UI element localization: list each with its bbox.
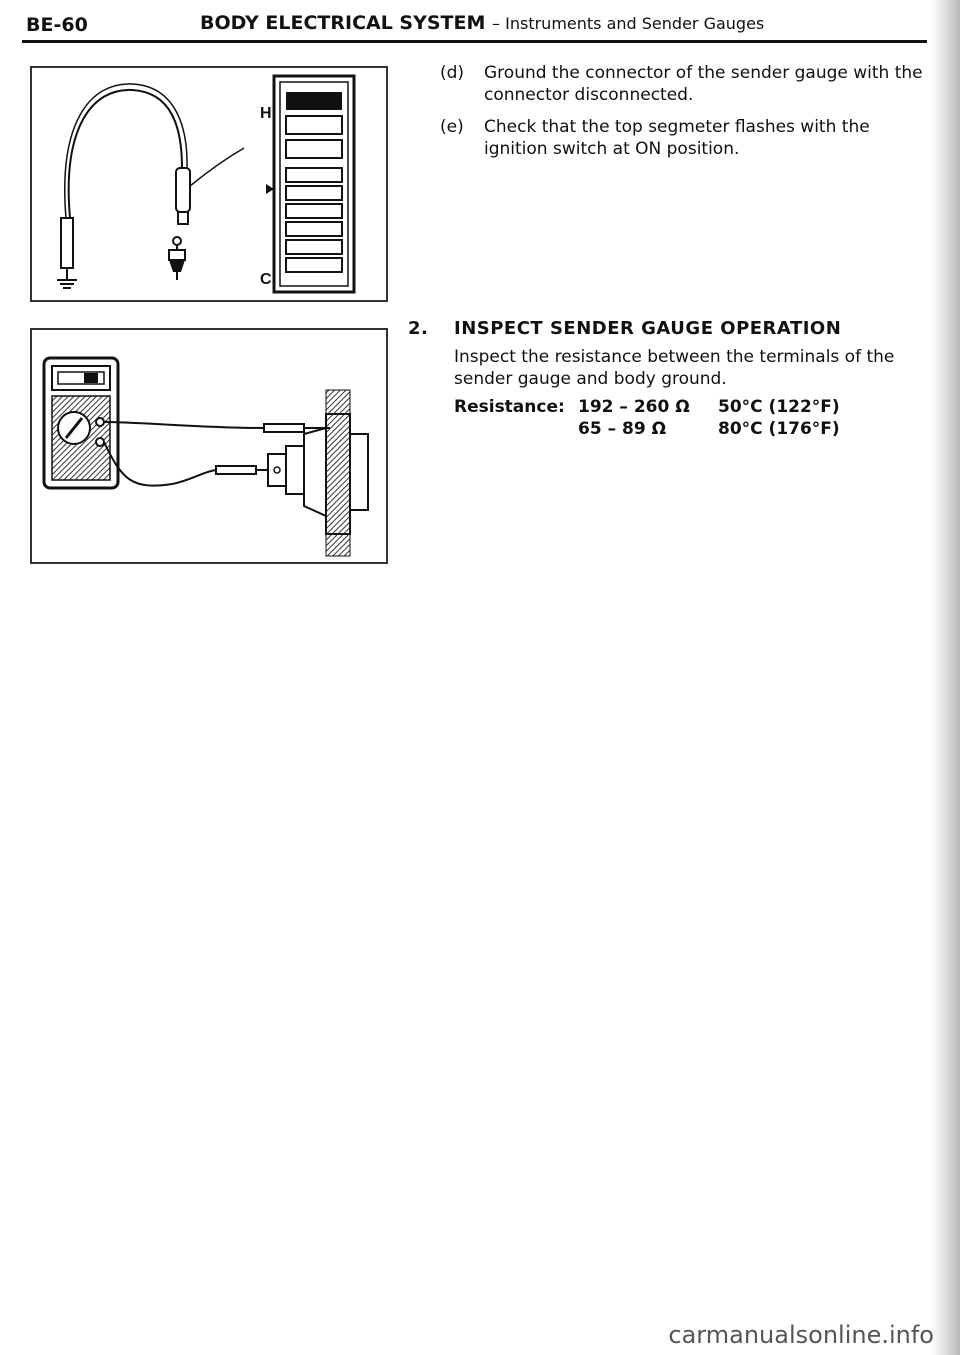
resistance-spec bbox=[454, 396, 928, 440]
step-e-text: Check that the top segmeter flashes with the ignition switch at ON position. bbox=[484, 117, 870, 159]
ohmmeter-diagram bbox=[32, 330, 386, 562]
resistance-row bbox=[454, 418, 928, 440]
step-d bbox=[440, 62, 928, 106]
gauge-cold-label: C bbox=[260, 271, 272, 288]
page-number: BE-60 bbox=[26, 14, 88, 36]
figure-gauge-ground bbox=[30, 66, 388, 302]
section-subtitle: – Instruments and Sender Gauges bbox=[492, 14, 765, 33]
step-e-label: (e) bbox=[440, 117, 464, 137]
section-2-text: Inspect the resistance between the terminals of the sender gauge and body ground. bbox=[454, 347, 895, 389]
resistance-row bbox=[454, 396, 928, 418]
section-title: BODY ELECTRICAL SYSTEM bbox=[200, 12, 486, 34]
page-title bbox=[200, 12, 764, 34]
figure-ohmmeter-test bbox=[30, 328, 388, 564]
resistance-range: 192 – 260 Ω bbox=[578, 397, 690, 417]
step-e bbox=[440, 116, 928, 160]
gauge-ground-diagram bbox=[32, 68, 386, 300]
page-header bbox=[0, 0, 930, 48]
step-d-label: (d) bbox=[440, 63, 465, 83]
gauge-hot-label: H bbox=[260, 105, 272, 122]
page-edge-shadow bbox=[930, 0, 960, 1355]
section-2 bbox=[408, 318, 928, 440]
step-d-text: Ground the connector of the sender gauge with the connector disconnected. bbox=[484, 63, 923, 105]
section-2-number: 2. bbox=[408, 318, 429, 339]
resistance-range: 65 – 89 Ω bbox=[578, 419, 667, 439]
resistance-temp: 50°C (122°F) bbox=[718, 397, 840, 417]
resistance-temp: 80°C (176°F) bbox=[718, 419, 840, 439]
watermark: carmanualsonline.info bbox=[668, 1321, 934, 1349]
resistance-label: Resistance: bbox=[454, 397, 565, 417]
header-rule bbox=[22, 40, 927, 43]
section-2-title: INSPECT SENDER GAUGE OPERATION bbox=[454, 318, 842, 339]
